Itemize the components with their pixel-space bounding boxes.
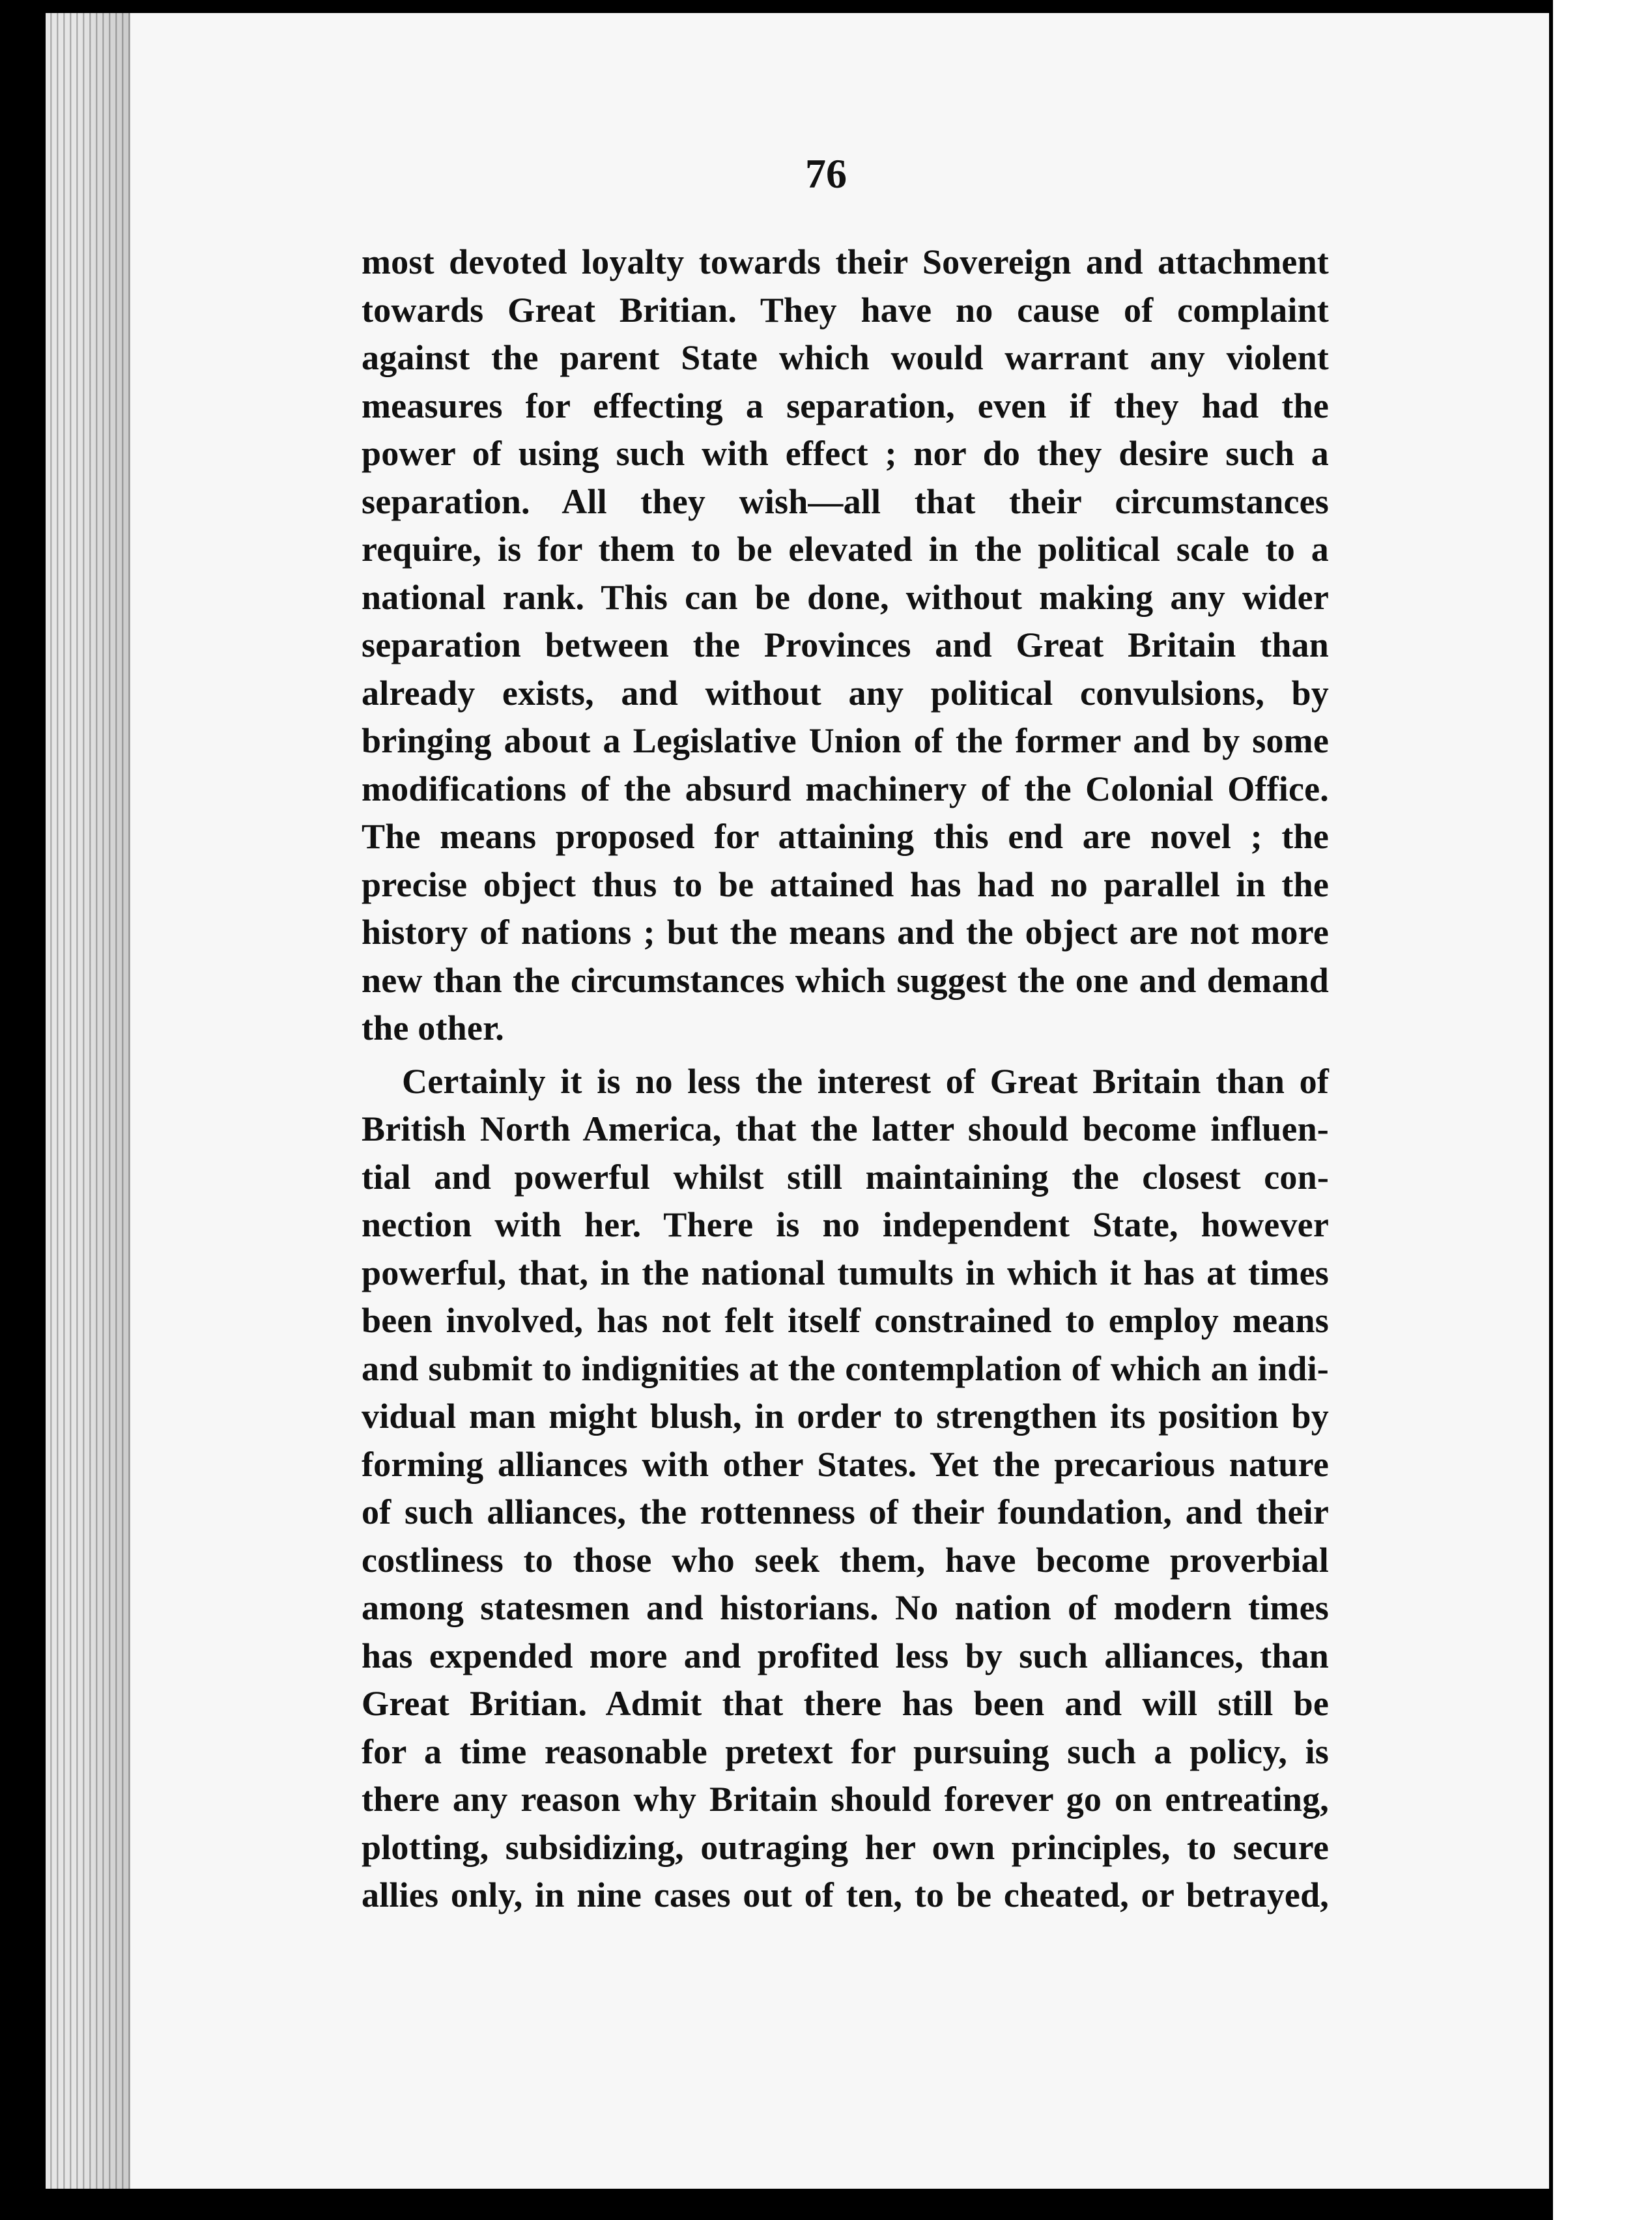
text-line: allies only, in nine cases out of ten, to be cheated, or betrayed,: [362, 1875, 1329, 1914]
text-line: has expended more and profited less by such alliances, than: [362, 1636, 1329, 1675]
text-line: national rank. This can be done, without making any wider: [362, 577, 1329, 617]
text-line: vidual man might blush, in order to strengthen its position by: [362, 1397, 1329, 1436]
text-line: separation. All they wish—all that their circumstances: [362, 481, 1329, 521]
text-line: precise object thus to be attained has had no parallel in the: [362, 864, 1329, 904]
text-line: forming alliances with other States. Yet the precarious nature: [362, 1444, 1329, 1484]
paragraph-gap: [362, 1053, 1329, 1058]
text-line: require, is for them to be elevated in the political scale to a: [362, 530, 1329, 569]
body-text: [362, 238, 1329, 1920]
text-line: tial and powerful whilst still maintaining the closest con-: [362, 1157, 1329, 1197]
text-line: British North America, that the latter should become influen-: [362, 1109, 1329, 1148]
text-line: for a time reasonable pretext for pursuing such a policy, is: [362, 1731, 1329, 1771]
text-line: history of nations ; but the means and the object are not more: [362, 913, 1329, 952]
text-line: The means proposed for attaining this end are novel ; the: [362, 817, 1329, 856]
page-edge-shadow: [78, 13, 130, 2189]
text-line: costliness to those who seek them, have become proverbial: [362, 1540, 1329, 1580]
text-line: already exists, and without any political convulsions, by: [362, 673, 1329, 713]
text-line: measures for effecting a separation, even if they had the: [362, 386, 1329, 425]
page-number: 76: [805, 150, 847, 197]
text-line: among statesmen and historians. No nation of modern times: [362, 1588, 1329, 1627]
text-line: power of using such with effect ; nor do they desire such a: [362, 434, 1329, 473]
text-line: towards Great Britian. They have no cause of complaint: [362, 290, 1329, 330]
text-line: bringing about a Legislative Union of the former and by some: [362, 721, 1329, 760]
text-line: nection with her. There is no independent State, however: [362, 1205, 1329, 1244]
text-line: new than the circumstances which suggest the one and demand: [362, 960, 1329, 1000]
text-line: Great Britian. Admit that there has been and will still be: [362, 1684, 1329, 1723]
text-line: of such alliances, the rottenness of their foundation, and their: [362, 1492, 1329, 1531]
text-line: there any reason why Britain should forever go on entreating,: [362, 1780, 1329, 1819]
text-line: plotting, subsidizing, outraging her own principles, to secure: [362, 1827, 1329, 1867]
text-line: powerful, that, in the national tumults in which it has at times: [362, 1253, 1329, 1292]
text-line: and submit to indignities at the contemplation of which an indi-: [362, 1348, 1329, 1388]
text-line: modifications of the absurd machinery of the Colonial Office.: [362, 769, 1329, 808]
paragraph-1: [362, 238, 1329, 1053]
text-line: most devoted loyalty towards their Sovereign and attachment: [362, 242, 1329, 281]
text-line: the other.: [362, 1008, 504, 1047]
paragraph-2: [362, 1058, 1329, 1920]
text-line: against the parent State which would warrant any violent: [362, 338, 1329, 377]
facing-page-strip: [1553, 0, 1652, 2220]
text-line: Certainly it is no less the interest of Great Britain than of: [402, 1061, 1329, 1101]
text-line: been involved, has not felt itself constrained to employ means: [362, 1301, 1329, 1340]
text-line: separation between the Provinces and Great Britain than: [362, 625, 1329, 664]
